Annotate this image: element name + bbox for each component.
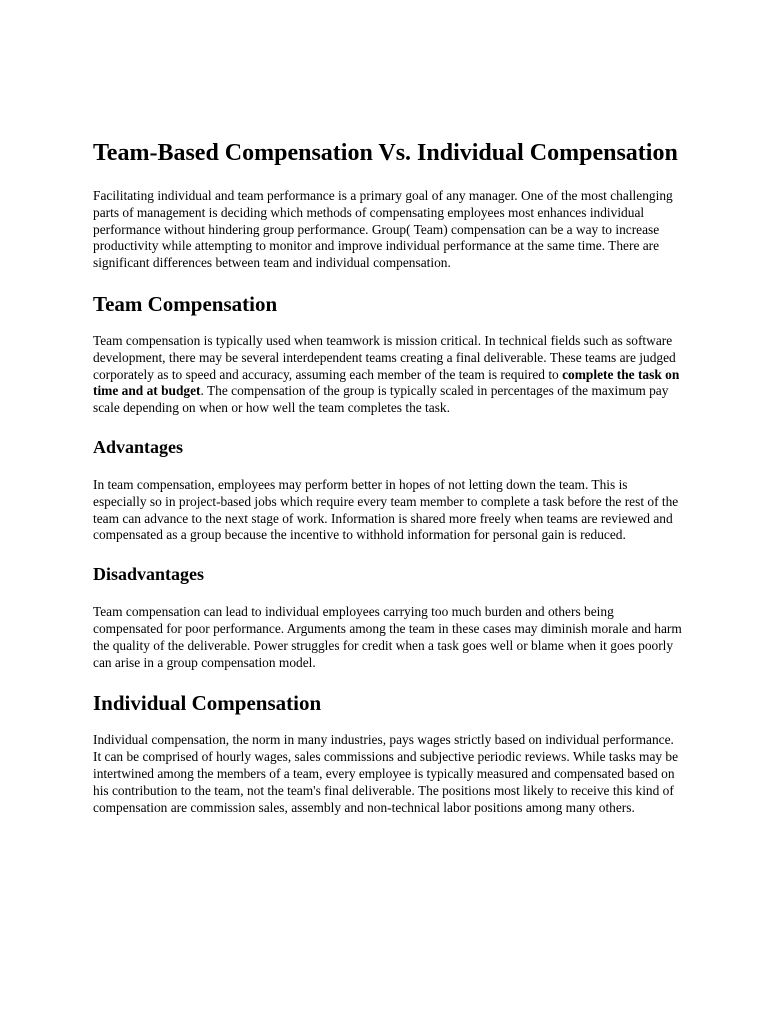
team-compensation-paragraph	[93, 333, 683, 417]
team-compensation-bold-text: complete the task on time and at budget	[93, 366, 680, 399]
disadvantages-paragraph: Team compensation can lead to individual employees carrying too much burden and others being compensated for poor performance. Arguments among the team in these cases may diminish morale and harm the quality of the deliverable. Power struggles for credit when a task goes well or blame when it goes poorly can arise in a group compensation model.	[93, 604, 682, 670]
advantages-paragraph: In team compensation, employees may perform better in hopes of not letting down the team. This is especially so in project-based jobs which require every team member to complete a task before the rest of the team can advance to the next stage of work. Information is shared more freely when teams are reviewed and compensated as a group because the incentive to withhold information for personal gain is reduced.	[93, 476, 679, 543]
team-compensation-heading: Team Compensation	[93, 291, 278, 316]
team-compensation-text-end: . The compensation of the group is typically scaled in percentages of the maximum pay scale depending on when or how well the team completes the task.	[93, 383, 669, 416]
advantages-heading: Advantages	[93, 436, 184, 457]
team-compensation-text-start: Team compensation is typically used when teamwork is mission critical. In technical fields such as software development, there may be several interdependent teams creating a final deliverable. These teams are judged corporately as to speed and accuracy, assuming each member of the team is required to	[93, 332, 676, 382]
document-page	[93, 140, 683, 816]
disadvantages-heading: Disadvantages	[93, 564, 205, 585]
individual-compensation-heading: Individual Compensation	[93, 691, 322, 716]
document-title: Team-Based Compensation Vs. Individual Compensation	[93, 140, 678, 166]
intro-paragraph: Facilitating individual and team performance is a primary goal of any manager. One of the most challenging parts of management is deciding which methods of compensating employees most enhances individual performance without hindering group performance. Group( Team) compensation can be a way to increase productivity while attempting to monitor and improve individual performance at the same time. There are significant differences between team and individual compensation.	[93, 188, 673, 271]
individual-compensation-paragraph: Individual compensation, the norm in many industries, pays wages strictly based on individual performance. It can be comprised of hourly wages, sales commissions and subjective periodic reviews. While tasks may be intertwined among the members of a team, every employee is typically measured and compensated based on his contribution to the team, not the team's final deliverable. The positions most likely to receive this kind of compensation are commission sales, assembly and non-technical labor positions among many others.	[93, 732, 679, 815]
